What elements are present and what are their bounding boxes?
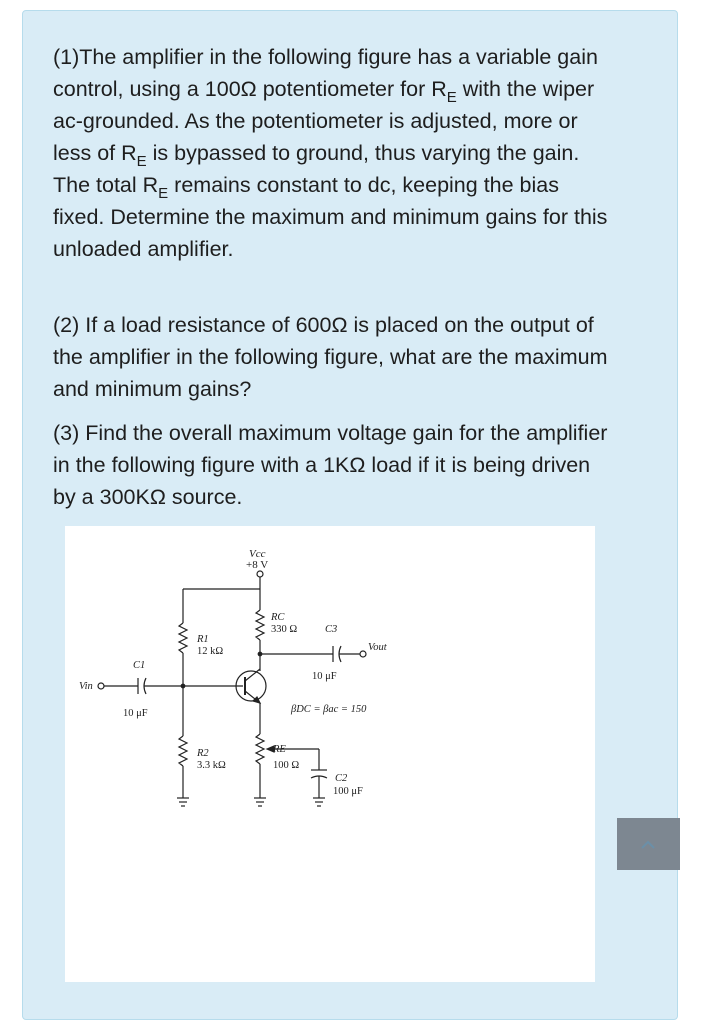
c3-label: C3 [325, 624, 338, 635]
re-label: RE [273, 744, 286, 755]
c2-label: C2 [335, 773, 348, 784]
c1-label: C1 [133, 660, 146, 671]
beta-label: βDC = βac = 150 [291, 704, 367, 715]
vin-label: Vin [79, 681, 93, 692]
chevron-up-icon [617, 818, 680, 870]
vin-terminal [98, 683, 104, 689]
vout-terminal [360, 651, 366, 657]
vcc-value: +8 V [246, 559, 269, 571]
scroll-to-top-button[interactable] [617, 818, 680, 870]
question-1-text-a: (1)The amplifier in the following figure has a variable gain control, using a 100Ω potentiometer for R [53, 45, 598, 101]
c2-value: 100 μF [333, 786, 363, 797]
question-1-text-d: remains constant to dc, keeping the bias fixed. Determine the maximum and minimum gains for this unloaded amplifier. [53, 173, 608, 261]
re-value: 100 Ω [273, 760, 300, 771]
vcc-terminal [257, 571, 263, 577]
vout-label: Vout [368, 642, 387, 653]
re-subscript: E [136, 153, 147, 170]
c3-value: 10 μF [312, 671, 337, 682]
r2-label: R2 [197, 748, 209, 759]
re-resistor [256, 734, 264, 764]
question-1 [53, 41, 613, 265]
r2-resistor [179, 736, 187, 766]
vcc-label: Vcc [249, 548, 266, 560]
rc-label: RC [271, 612, 285, 623]
re-subscript: E [446, 89, 457, 106]
circuit-diagram [65, 526, 595, 982]
c1-value: 10 μF [123, 708, 148, 719]
question-1-text-b: with the wiper ac-grounded. As the potentiometer is adjusted, more or less of R [53, 77, 595, 165]
question-card [22, 10, 678, 1020]
question-3: (3) Find the overall maximum voltage gain for the amplifier in the following figure with a 1KΩ load if it is being driven by a 300KΩ source. [53, 421, 608, 509]
r2-value: 3.3 kΩ [197, 760, 226, 771]
r1-value: 12 kΩ [197, 646, 224, 657]
question-2: (2) If a load resistance of 600Ω is placed on the output of the amplifier in the following figure, what are the maximum and minimum gains? [53, 313, 608, 401]
rc-value: 330 Ω [271, 624, 298, 635]
question-1-text-c: is bypassed to ground, thus varying the gain. The total R [53, 141, 580, 197]
rc-resistor [256, 610, 264, 640]
re-subscript: E [158, 185, 169, 202]
amplifier-circuit-figure [65, 526, 595, 982]
r1-label: R1 [197, 634, 209, 645]
r1-resistor [179, 623, 187, 653]
